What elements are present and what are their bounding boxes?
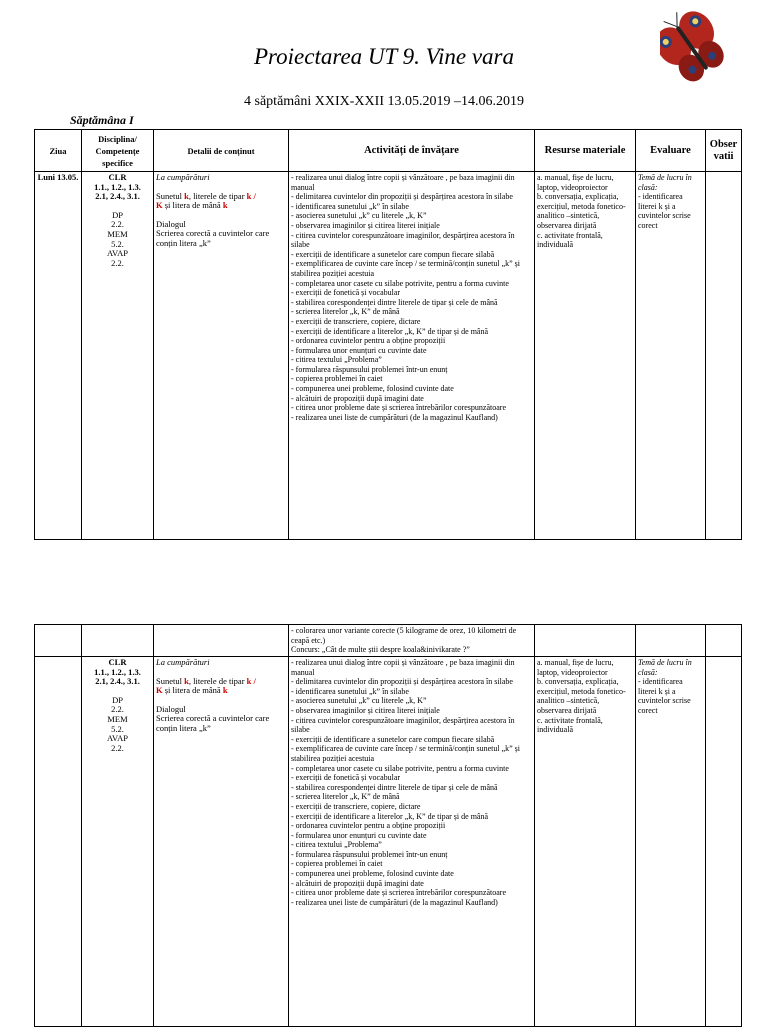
discipline-line: 2.1, 2.4., 3.1. bbox=[95, 191, 140, 202]
activity-item: - asocierea sunetului „k” cu literele „k, K” bbox=[291, 696, 427, 706]
activity-item: - asocierea sunetului „k” cu literele „k, K” bbox=[291, 211, 427, 221]
details-cell bbox=[154, 657, 289, 1027]
activity-item: - exerciții de transcriere, copiere, dictare bbox=[291, 316, 421, 326]
observations-cell bbox=[706, 657, 742, 1027]
activity-item: - realizarea unui dialog între copii și vânzătoare , pe baza imaginii din manual bbox=[291, 658, 515, 677]
header-discipline: Disciplina/ Competențe specifice bbox=[82, 130, 154, 172]
activity-item: - exerciții de identificare a literelor „k, K” de tipar și de mână bbox=[291, 811, 489, 821]
activity-item: - alcătuiri de propoziții după imagini date bbox=[291, 393, 424, 403]
discipline-line: 5.2. bbox=[111, 723, 124, 734]
activity-item: Concurs: „Cât de multe știi despre koala&inivikarate ?” bbox=[291, 645, 470, 655]
table-row bbox=[35, 657, 742, 1027]
resource-item: b. conversația, explicația, exercițiul, metoda fonetico-analitico –sintetică, observarea dirijată bbox=[537, 192, 626, 230]
header-observations: Obser vatii bbox=[706, 130, 742, 172]
details-dialog: Dialogul bbox=[156, 703, 186, 714]
activity-item: - exemplificarea de cuvinte care încep / se termină/conțin sunetul „k” și stabilirea poziției acestuia bbox=[291, 744, 521, 763]
week-label: Săptămâna I bbox=[70, 113, 134, 127]
activity-item: - alcătuiri de propoziții după imagini date bbox=[291, 878, 424, 888]
observations-cell bbox=[706, 172, 742, 540]
activity-item: - formularea răspunsului problemei într-un enunț bbox=[291, 364, 448, 374]
activity-item: - formularea unor enunțuri cu cuvinte date bbox=[291, 830, 427, 840]
activity-item: - delimitarea cuvintelor din propoziții și despărțirea acestora în silabe bbox=[291, 677, 513, 687]
activity-item: - identificarea sunetului „k” în silabe bbox=[291, 201, 409, 211]
activity-item: - exerciții de identificare a literelor „k, K” de tipar și de mână bbox=[291, 326, 489, 336]
day-cell: Luni 13.05. bbox=[35, 172, 82, 540]
activity-item: - exerciții de transcriere, copiere, dictare bbox=[291, 801, 421, 811]
activity-item: - exerciții de fonetică și vocabular bbox=[291, 773, 401, 783]
evaluation-cell bbox=[636, 657, 706, 1027]
activity-item: - citirea unor probleme date și scrierea întrebărilor corespunzătoare bbox=[291, 403, 507, 413]
activity-item: - exemplificarea de cuvinte care încep / se termină/conțin sunetul „k” și stabilirea poziției acestuia bbox=[291, 259, 521, 278]
evaluation-cell bbox=[636, 172, 706, 540]
discipline-line: MEM bbox=[107, 228, 128, 239]
evaluation-text: - identificarea literei k și a cuvintelor scrise corect bbox=[638, 192, 691, 230]
details-sound: Sunetul k, literele de tipar k / K și litera de mână k bbox=[156, 675, 256, 696]
details-title: La cumpărături bbox=[156, 657, 210, 667]
activities-cell bbox=[289, 172, 535, 540]
header-evaluation: Evaluare bbox=[636, 130, 706, 172]
discipline-line: 1.1., 1.2., 1.3. bbox=[94, 181, 141, 192]
activity-item: - exerciții de identificare a sunetelor care compun fiecare silabă bbox=[291, 734, 495, 744]
discipline-line: AVAP bbox=[107, 248, 128, 259]
activity-item: - formularea răspunsului problemei într-un enunț bbox=[291, 849, 448, 859]
discipline-line: AVAP bbox=[107, 733, 128, 744]
activity-item: - citirea cuvintelor corespunzătoare imaginilor, despărțirea acestora în silabe bbox=[291, 230, 515, 250]
resource-item: b. conversația, explicația, exercițiul, metoda fonetico-analitico –sintetică, observarea dirijată bbox=[537, 677, 626, 715]
activity-item: - completarea unor casete cu silabe potrivite, pentru a forma cuvinte bbox=[291, 763, 509, 773]
details-cell bbox=[154, 172, 289, 540]
discipline-line: 2.1, 2.4., 3.1. bbox=[95, 676, 140, 687]
activities-cell bbox=[289, 657, 535, 1027]
header-details: Detalii de conținut bbox=[154, 130, 289, 172]
activity-item: - formularea unor enunțuri cu cuvinte date bbox=[291, 345, 427, 355]
discipline-line: CLR bbox=[108, 657, 127, 667]
activity-item: - compunerea unei probleme, folosind cuvinte date bbox=[291, 869, 454, 879]
page-title: Proiectarea UT 9. Vine vara bbox=[254, 44, 514, 69]
activity-item: - citirea unor probleme date și scrierea întrebărilor corespunzătoare bbox=[291, 888, 507, 898]
details-writing: Scrierea corectă a cuvintelor care conțin litera „k” bbox=[156, 228, 270, 248]
activity-item: - stabilirea corespondenței dintre literele de tipar și cele de mână bbox=[291, 782, 498, 792]
activity-item: - copierea problemei în caiet bbox=[291, 859, 383, 869]
activity-item: - stabilirea corespondenței dintre literele de tipar și cele de mână bbox=[291, 297, 498, 307]
header-resources: Resurse materiale bbox=[535, 130, 636, 172]
resource-item: a. manual, fișe de lucru, laptop, videoproiector bbox=[537, 658, 614, 677]
table-row bbox=[35, 172, 742, 540]
resource-item: c. activitate frontală, individuală bbox=[537, 715, 603, 735]
activity-item: - citirea textului „Problema” bbox=[291, 840, 382, 850]
activity-item: - observarea imaginilor și citirea literei inițiale bbox=[291, 220, 440, 230]
discipline-line: DP bbox=[112, 209, 123, 220]
discipline-line: 2.2. bbox=[111, 742, 124, 753]
details-dialog: Dialogul bbox=[156, 218, 186, 229]
resources-cell bbox=[535, 657, 636, 1027]
activity-item: - ordonarea cuvintelor pentru a obține propoziții bbox=[291, 821, 446, 831]
activity-item: - citirea cuvintelor corespunzătoare imaginilor, despărțirea acestora în silabe bbox=[291, 715, 515, 735]
discipline-cell bbox=[82, 172, 154, 540]
resources-cell bbox=[535, 172, 636, 540]
activity-item: - identificarea sunetului „k” în silabe bbox=[291, 686, 409, 696]
activity-item: - ordonarea cuvintelor pentru a obține propoziții bbox=[291, 336, 446, 346]
activity-item: - realizarea unei liste de cumpărături (de la magazinul Kaufland) bbox=[291, 897, 498, 907]
header-activities: Activități de învățare bbox=[289, 130, 535, 172]
butterfly-image bbox=[660, 8, 724, 86]
activity-item: - delimitarea cuvintelor din propoziții și despărțirea acestora în silabe bbox=[291, 192, 513, 202]
discipline-cell bbox=[82, 657, 154, 1027]
resource-item: a. manual, fișe de lucru, laptop, videoproiector bbox=[537, 173, 614, 192]
details-writing: Scrierea corectă a cuvintelor care conțin litera „k” bbox=[156, 713, 270, 733]
date-range: 4 săptămâni XXIX-XXII 13.05.2019 –14.06.2019 bbox=[244, 94, 524, 109]
discipline-line: 5.2. bbox=[111, 238, 124, 249]
discipline-line: 2.2. bbox=[111, 219, 124, 230]
activity-item: - exerciții de identificare a sunetelor care compun fiecare silabă bbox=[291, 249, 495, 259]
discipline-line: 2.2. bbox=[111, 257, 124, 268]
activity-item: - completarea unor casete cu silabe potrivite, pentru a forma cuvinte bbox=[291, 278, 509, 288]
resource-item: c. activitate frontală, individuală bbox=[537, 230, 603, 250]
activity-item: - realizarea unui dialog între copii și vânzătoare , pe baza imaginii din manual bbox=[291, 173, 515, 192]
evaluation-text: - identificarea literei k și a cuvintelor scrise corect bbox=[638, 677, 691, 715]
activities-continued-cell bbox=[289, 625, 535, 657]
discipline-line: MEM bbox=[107, 713, 128, 724]
activity-item: - observarea imaginilor și citirea literei inițiale bbox=[291, 705, 440, 715]
lesson-plan-table bbox=[34, 129, 742, 540]
discipline-line: 1.1., 1.2., 1.3. bbox=[94, 666, 141, 677]
details-title: La cumpărături bbox=[156, 172, 210, 182]
activity-item: - scrierea literelor „k, K” de mână bbox=[291, 792, 400, 802]
discipline-line: 2.2. bbox=[111, 704, 124, 715]
evaluation-title: Temă de lucru în clasă: bbox=[638, 173, 692, 192]
activity-item: - scrierea literelor „k, K” de mână bbox=[291, 307, 400, 317]
discipline-line: CLR bbox=[108, 172, 127, 182]
activity-item: - realizarea unei liste de cumpărături (de la magazinul Kaufland) bbox=[291, 412, 498, 422]
activity-item: - colorarea unor variante corecte (5 kilograme de orez, 10 kilometri de ceapă etc.) bbox=[291, 626, 517, 645]
activity-item: - exerciții de fonetică și vocabular bbox=[291, 288, 401, 298]
evaluation-title: Temă de lucru în clasă: bbox=[638, 658, 692, 677]
activity-item: - copierea problemei în caiet bbox=[291, 374, 383, 384]
table-row bbox=[35, 625, 742, 657]
details-sound: Sunetul k, literele de tipar k / K și litera de mână k bbox=[156, 190, 256, 211]
activity-item: - compunerea unei probleme, folosind cuvinte date bbox=[291, 384, 454, 394]
header-day: Ziua bbox=[35, 130, 82, 172]
discipline-line: DP bbox=[112, 694, 123, 705]
activity-item: - citirea textului „Problema” bbox=[291, 355, 382, 365]
lesson-plan-table-continued bbox=[34, 624, 742, 1027]
